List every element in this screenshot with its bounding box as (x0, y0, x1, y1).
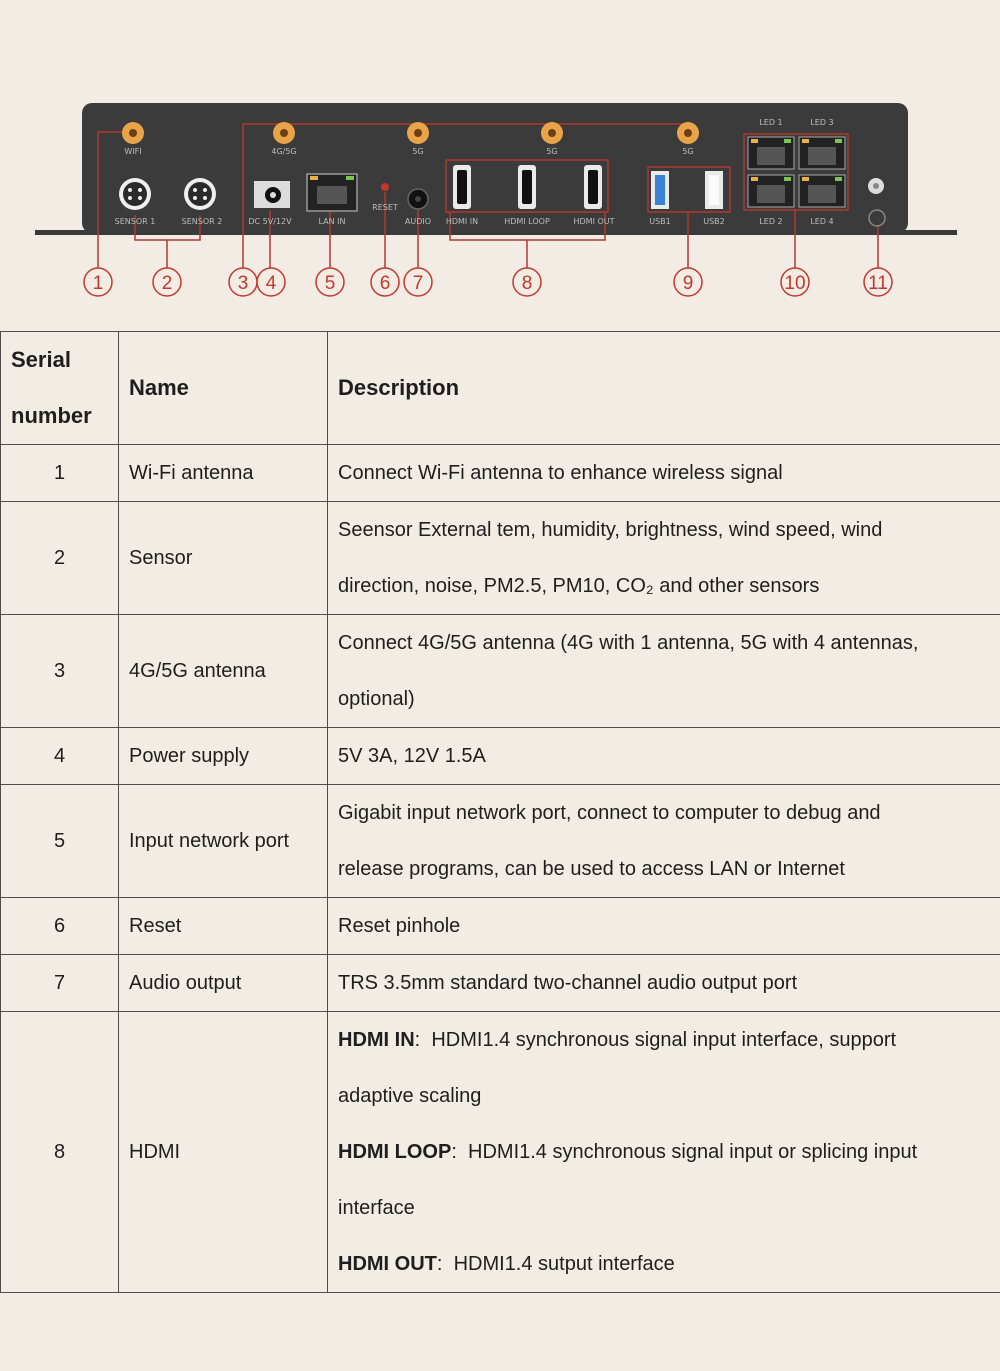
table-row (1, 502, 1000, 615)
description-cell (328, 785, 1000, 898)
antenna-5g-icon (677, 122, 699, 144)
serial-cell: 3 (1, 615, 119, 728)
table-row (1, 728, 1000, 785)
port-label-led4: LED 4 (810, 217, 834, 226)
table-row (1, 785, 1000, 898)
hdmi-in-text: HDMI1.4 synchronous signal input interface, support (431, 1029, 897, 1051)
port-label-hdmiin: HDMI IN (445, 217, 479, 226)
led-ethernet-port-icon (799, 137, 845, 169)
description-line: optional) (338, 688, 415, 710)
description-line: 5V 3A, 12V 1.5A (338, 745, 486, 767)
callout-9 (674, 268, 702, 296)
reset-pinhole-icon (381, 183, 389, 191)
table-row (1, 1012, 1000, 1293)
table-row (1, 445, 1000, 502)
sensor-connector-icon (119, 178, 151, 210)
antenna-5g-icon (541, 122, 563, 144)
port-label-led1: LED 1 (759, 118, 783, 127)
hdmi-out-label: HDMI OUT (338, 1253, 437, 1275)
spec-table (0, 331, 1000, 1293)
port-label-audio: AUDIO (404, 217, 432, 226)
callout-number: 6 (379, 273, 391, 294)
callout-number: 3 (237, 273, 249, 294)
port-label-sensor2: SENSOR 2 (181, 217, 223, 226)
port-label-reset: RESET (372, 203, 398, 212)
usb-port-icon (705, 171, 723, 209)
name-cell: Wi-Fi antenna (119, 445, 328, 502)
description-line: Connect 4G/5G antenna (4G with 1 antenna, 5G with 4 antennas, (338, 632, 919, 654)
hdmi-loop-text: HDMI1.4 synchronous signal input or splicing input (468, 1141, 918, 1163)
callout-number: 8 (521, 273, 533, 294)
port-label-led2: LED 2 (759, 217, 783, 226)
usb-port-icon (651, 171, 669, 209)
header-description: Description (328, 332, 1000, 445)
callout-number: 5 (324, 273, 336, 294)
hdmi-port-icon (453, 165, 471, 209)
name-cell: Audio output (119, 955, 328, 1012)
port-label-lanin: LAN IN (318, 217, 346, 226)
description-cell (328, 955, 1000, 1012)
name-cell: 4G/5G antenna (119, 615, 328, 728)
port-label-usb1: USB1 (649, 217, 671, 226)
port-label-4g: 4G/5G (271, 147, 297, 156)
audio-jack-icon (408, 189, 428, 209)
serial-cell: 8 (1, 1012, 119, 1293)
serial-cell: 1 (1, 445, 119, 502)
callout-number: 10 (784, 273, 806, 294)
callout-10 (781, 268, 809, 296)
callout-number: 7 (412, 273, 424, 294)
description-line: Seensor External tem, humidity, brightness, wind speed, wind (338, 519, 883, 541)
description-line: TRS 3.5mm standard two-channel audio output port (338, 972, 798, 994)
description-cell (328, 898, 1000, 955)
callout-5 (316, 268, 344, 296)
port-label-5g3: 5G (546, 147, 558, 156)
description-cell (328, 728, 1000, 785)
hdmi-port-icon (584, 165, 602, 209)
table-row (1, 615, 1000, 728)
port-label-power: DC 5V/12V (248, 217, 292, 226)
name-cell: HDMI (119, 1012, 328, 1293)
port-label-wifi: WIFI (124, 147, 142, 156)
port-label-5g2: 5G (412, 147, 424, 156)
hdmi-port-icon (518, 165, 536, 209)
port-label-usb2: USB2 (703, 217, 725, 226)
description-cell (328, 445, 1000, 502)
description-cell (328, 502, 1000, 615)
hdmi-loop-label: HDMI LOOP (338, 1141, 452, 1163)
antenna-4g-icon (273, 122, 295, 144)
hdmi-in-text-cont: adaptive scaling (338, 1085, 482, 1107)
ethernet-port-icon (307, 174, 357, 211)
port-label-hdmiloop: HDMI LOOP (504, 217, 550, 226)
callout-number: 1 (92, 273, 104, 294)
led-ethernet-port-icon (799, 175, 845, 207)
device-rear-panel-diagram (0, 0, 1000, 320)
hdmi-loop-text-cont: interface (338, 1197, 415, 1219)
table-row (1, 898, 1000, 955)
port-label-led3: LED 3 (810, 118, 834, 127)
serial-cell: 5 (1, 785, 119, 898)
callout-6 (371, 268, 399, 296)
sensor-connector-icon (184, 178, 216, 210)
description-cell: HDMI IN: HDMI1.4 synchronous signal input interface, support adaptive scaling HDMI LOOP: HDMI1.4 synchronous signal input or splicing input interface HDMI OUT: HDMI1.4 sutput interface (328, 1012, 1000, 1293)
callout-3 (229, 268, 257, 296)
serial-cell: 2 (1, 502, 119, 615)
description-line: release programs, can be used to access LAN or Internet (338, 858, 845, 880)
table-row (1, 955, 1000, 1012)
callout-2 (153, 268, 181, 296)
table-header-row (1, 332, 1000, 445)
header-serial-number: Serial number (1, 332, 119, 445)
description-line: Gigabit input network port, connect to computer to debug and (338, 802, 881, 824)
led-ethernet-port-icon (748, 137, 794, 169)
serial-cell: 4 (1, 728, 119, 785)
callout-number: 11 (868, 273, 888, 294)
power-jack-icon (254, 181, 290, 208)
callout-number: 9 (682, 273, 694, 294)
callout-7 (404, 268, 432, 296)
antenna-5g-icon (407, 122, 429, 144)
callout-4 (257, 268, 285, 296)
wifi-antenna-icon (122, 122, 144, 144)
hdmi-out-text: HDMI1.4 sutput interface (453, 1253, 675, 1275)
hdmi-in-label: HDMI IN (338, 1029, 415, 1051)
name-cell: Input network port (119, 785, 328, 898)
name-cell: Sensor (119, 502, 328, 615)
callout-8 (513, 268, 541, 296)
callout-number: 4 (265, 273, 277, 294)
port-label-hdmiout: HDMI OUT (573, 217, 615, 226)
name-cell: Reset (119, 898, 328, 955)
name-cell: Power supply (119, 728, 328, 785)
callout-number: 2 (161, 273, 173, 294)
callout-1 (84, 268, 112, 296)
callout-11 (864, 268, 892, 296)
description-cell (328, 615, 1000, 728)
serial-cell: 7 (1, 955, 119, 1012)
description-line: Connect Wi-Fi antenna to enhance wireless signal (338, 462, 783, 484)
description-line: Reset pinhole (338, 915, 461, 937)
port-label-5g4: 5G (682, 147, 694, 156)
serial-cell: 6 (1, 898, 119, 955)
led-ethernet-port-icon (748, 175, 794, 207)
header-name: Name (119, 332, 328, 445)
description-line: direction, noise, PM2.5, PM10, CO₂ and other sensors (338, 575, 820, 597)
port-label-sensor1: SENSOR 1 (114, 217, 156, 226)
